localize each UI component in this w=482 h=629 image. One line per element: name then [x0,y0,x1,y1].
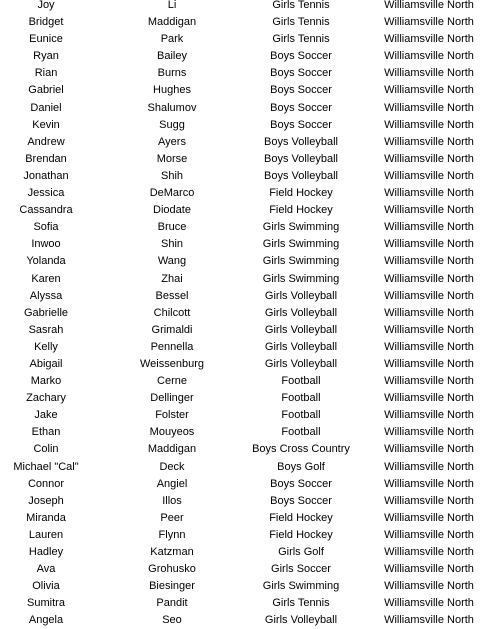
first-name-cell: Gabrielle [23,306,69,319]
last-name-cell: DeMarco [149,187,195,200]
first-name-cell: Jonathan [23,169,69,182]
sport-cell: Boys Cross Country [252,443,350,456]
school-cell: Williamsville North [384,221,474,234]
last-name-cell: Chilcott [153,306,191,319]
first-name-cell: Jake [34,409,58,422]
school-cell: Williamsville North [384,152,474,165]
table-row [0,373,482,390]
last-name-cell: Mouyeos [149,426,195,439]
table-row [0,305,482,322]
table-row [0,527,482,544]
table-row [0,288,482,305]
last-name-cell: Park [160,33,184,46]
school-cell: Williamsville North [384,306,474,319]
first-name-cell: Olivia [32,580,60,593]
last-name-cell: Grimaldi [151,323,193,336]
sport-cell: Boys Soccer [270,50,332,63]
last-name-cell: Zhai [161,272,183,285]
school-cell: Williamsville North [384,494,474,507]
sport-cell: Girls Volleyball [264,323,338,336]
school-cell: Williamsville North [384,238,474,251]
sport-cell: Girls Golf [278,546,324,558]
school-cell: Williamsville North [384,511,474,524]
first-name-cell: Miranda [26,511,66,524]
first-name-cell: Joseph [28,494,64,507]
school-cell: Williamsville North [384,340,474,353]
last-name-cell: Folster [155,409,189,422]
table-row [0,202,482,219]
school-cell: Williamsville North [384,289,474,302]
sport-cell: Boys Volleyball [264,152,338,165]
table-row [0,14,482,31]
first-name-cell: Brendan [25,152,67,165]
school-cell: Williamsville North [384,187,474,200]
first-name-cell: Bridget [28,16,64,29]
sport-cell: Football [281,375,321,388]
sport-cell: Field Hockey [269,187,333,200]
school-cell: Williamsville North [384,323,474,336]
school-cell: Williamsville North [384,614,474,627]
sport-cell: Field Hockey [269,204,333,217]
sport-cell: Field Hockey [269,528,333,541]
first-name-cell: Cassandra [19,204,73,217]
last-name-cell: Biesinger [149,580,195,593]
last-name-cell: Grohusko [148,563,196,576]
last-name-cell: Pennella [150,340,194,353]
table-row [0,185,482,202]
first-name-cell: Alyssa [29,289,63,302]
table-row [0,31,482,48]
last-name-cell: Illos [162,494,182,507]
table-row [0,151,482,168]
table-row [0,134,482,151]
table-row [0,493,482,510]
table-row [0,424,482,441]
first-name-cell: Abigail [29,357,63,370]
school-cell: Williamsville North [384,272,474,285]
table-row [0,48,482,65]
table-row [0,271,482,288]
first-name-cell: Jessica [27,187,65,200]
school-cell: Williamsville North [384,33,474,46]
last-name-cell: Bailey [157,50,187,63]
table-row [0,510,482,527]
school-cell: Williamsville North [384,84,474,97]
sport-cell: Football [281,426,321,439]
sport-cell: Boys Soccer [270,67,332,80]
last-name-cell: Ayers [158,135,186,148]
sport-cell: Boys Golf [277,460,325,473]
sport-cell: Boys Soccer [270,101,332,114]
last-name-cell: Seo [162,614,182,627]
sport-cell: Girls Tennis [272,597,330,610]
first-name-cell: Connor [27,477,65,490]
sport-cell: Football [281,392,321,405]
sport-cell: Girls Volleyball [264,614,338,627]
school-cell: Williamsville North [384,101,474,114]
last-name-cell: Dellinger [150,392,194,405]
last-name-cell: Li [167,0,177,11]
sport-cell: Girls Tennis [272,0,330,11]
sport-cell: Girls Volleyball [264,357,338,370]
first-name-cell: Kevin [32,118,60,131]
last-name-cell: Shalumov [147,101,197,114]
sport-cell: Girls Swimming [262,580,340,593]
table-row [0,0,482,14]
school-cell: Williamsville North [384,357,474,370]
first-name-cell: Sofia [33,221,59,234]
table-row [0,561,482,578]
table-row [0,612,482,629]
last-name-cell: Cerne [157,375,187,388]
first-name-cell: Angela [28,614,64,627]
first-name-cell: Sumitra [27,597,65,610]
school-cell: Williamsville North [384,460,474,473]
sport-cell: Boys Soccer [270,494,332,507]
first-name-cell: Marko [30,375,62,388]
sport-cell: Boys Soccer [270,84,332,97]
school-cell: Williamsville North [384,477,474,490]
last-name-cell: Morse [156,152,188,165]
sport-cell: Girls Swimming [262,221,340,234]
school-cell: Williamsville North [384,392,474,405]
last-name-cell: Hughes [153,84,191,97]
table-row [0,253,482,270]
last-name-cell: Peer [160,511,184,524]
school-cell: Williamsville North [384,563,474,576]
first-name-cell: Andrew [27,135,65,148]
school-cell: Williamsville North [384,375,474,388]
school-cell: Williamsville North [384,204,474,217]
first-name-cell: Daniel [30,101,62,114]
school-cell: Williamsville North [384,118,474,131]
table-row [0,356,482,373]
last-name-cell: Angiel [156,477,188,490]
sport-cell: Boys Volleyball [264,135,338,148]
first-name-cell: Sasrah [28,323,64,336]
last-name-cell: Bruce [157,221,187,234]
last-name-cell: Sugg [159,118,185,131]
school-cell: Williamsville North [384,50,474,63]
sport-cell: Girls Volleyball [264,289,338,302]
last-name-cell: Shin [160,238,184,251]
first-name-cell: Rian [34,67,58,80]
table-row [0,65,482,82]
sport-cell: Girls Swimming [262,255,340,268]
sport-cell: Girls Volleyball [264,340,338,353]
sport-cell: Girls Swimming [262,272,340,285]
sport-cell: Boys Volleyball [264,169,338,182]
table-row [0,322,482,339]
sport-cell: Girls Tennis [272,16,330,29]
last-name-cell: Maddigan [147,16,197,29]
table-row [0,459,482,476]
school-cell: Williamsville North [384,67,474,80]
last-name-cell: Weissenburg [140,357,204,370]
sport-cell: Boys Soccer [270,477,332,490]
school-cell: Williamsville North [384,0,474,11]
last-name-cell: Wang [157,255,187,268]
first-name-cell: Joy [37,0,55,11]
last-name-cell: Pandit [156,597,188,610]
last-name-cell: Bessel [155,289,189,302]
first-name-cell: Lauren [28,528,64,541]
first-name-cell: Michael "Cal" [13,460,79,473]
school-cell: Williamsville North [384,443,474,456]
last-name-cell: Diodate [153,204,191,217]
first-name-cell: Kelly [34,340,58,353]
table-row [0,82,482,99]
first-name-cell: Colin [33,443,59,456]
first-name-cell: Zachary [26,392,66,405]
table-row [0,578,482,595]
table-row [0,168,482,185]
first-name-cell: Gabriel [28,84,64,97]
first-name-cell: Ethan [31,426,61,439]
school-cell: Williamsville North [384,16,474,29]
table-row [0,407,482,424]
sport-cell: Girls Tennis [272,33,330,46]
school-cell: Williamsville North [384,409,474,422]
last-name-cell: Maddigan [147,443,197,456]
school-cell: Williamsville North [384,255,474,268]
table-row [0,339,482,356]
table-row [0,100,482,117]
table-row [0,544,482,561]
sport-cell: Girls Swimming [262,238,340,251]
school-cell: Williamsville North [384,580,474,593]
sport-cell: Girls Soccer [271,563,331,576]
table-row [0,236,482,253]
first-name-cell: Karen [31,272,61,285]
sport-cell: Girls Volleyball [264,306,338,319]
first-name-cell: Eunice [29,33,63,46]
last-name-cell: Deck [159,460,185,473]
last-name-cell: Shih [160,169,184,182]
table-row [0,595,482,612]
school-cell: Williamsville North [384,135,474,148]
last-name-cell: Katzman [150,546,194,558]
school-cell: Williamsville North [384,528,474,541]
first-name-cell: Ryan [33,50,59,63]
table-row [0,441,482,458]
first-name-cell: Yolanda [26,255,66,268]
first-name-cell: Hadley [28,546,64,558]
sport-cell: Field Hockey [269,511,333,524]
last-name-cell: Flynn [158,528,186,541]
sport-cell: Boys Soccer [270,118,332,131]
sport-cell: Football [281,409,321,422]
school-cell: Williamsville North [384,426,474,439]
school-cell: Williamsville North [384,597,474,610]
last-name-cell: Burns [157,67,187,80]
table-row [0,476,482,493]
school-cell: Williamsville North [384,169,474,182]
table-row [0,219,482,236]
first-name-cell: Inwoo [31,238,61,251]
table-row [0,117,482,134]
school-cell: Williamsville North [384,546,474,558]
first-name-cell: Ava [36,563,56,576]
table-row [0,390,482,407]
